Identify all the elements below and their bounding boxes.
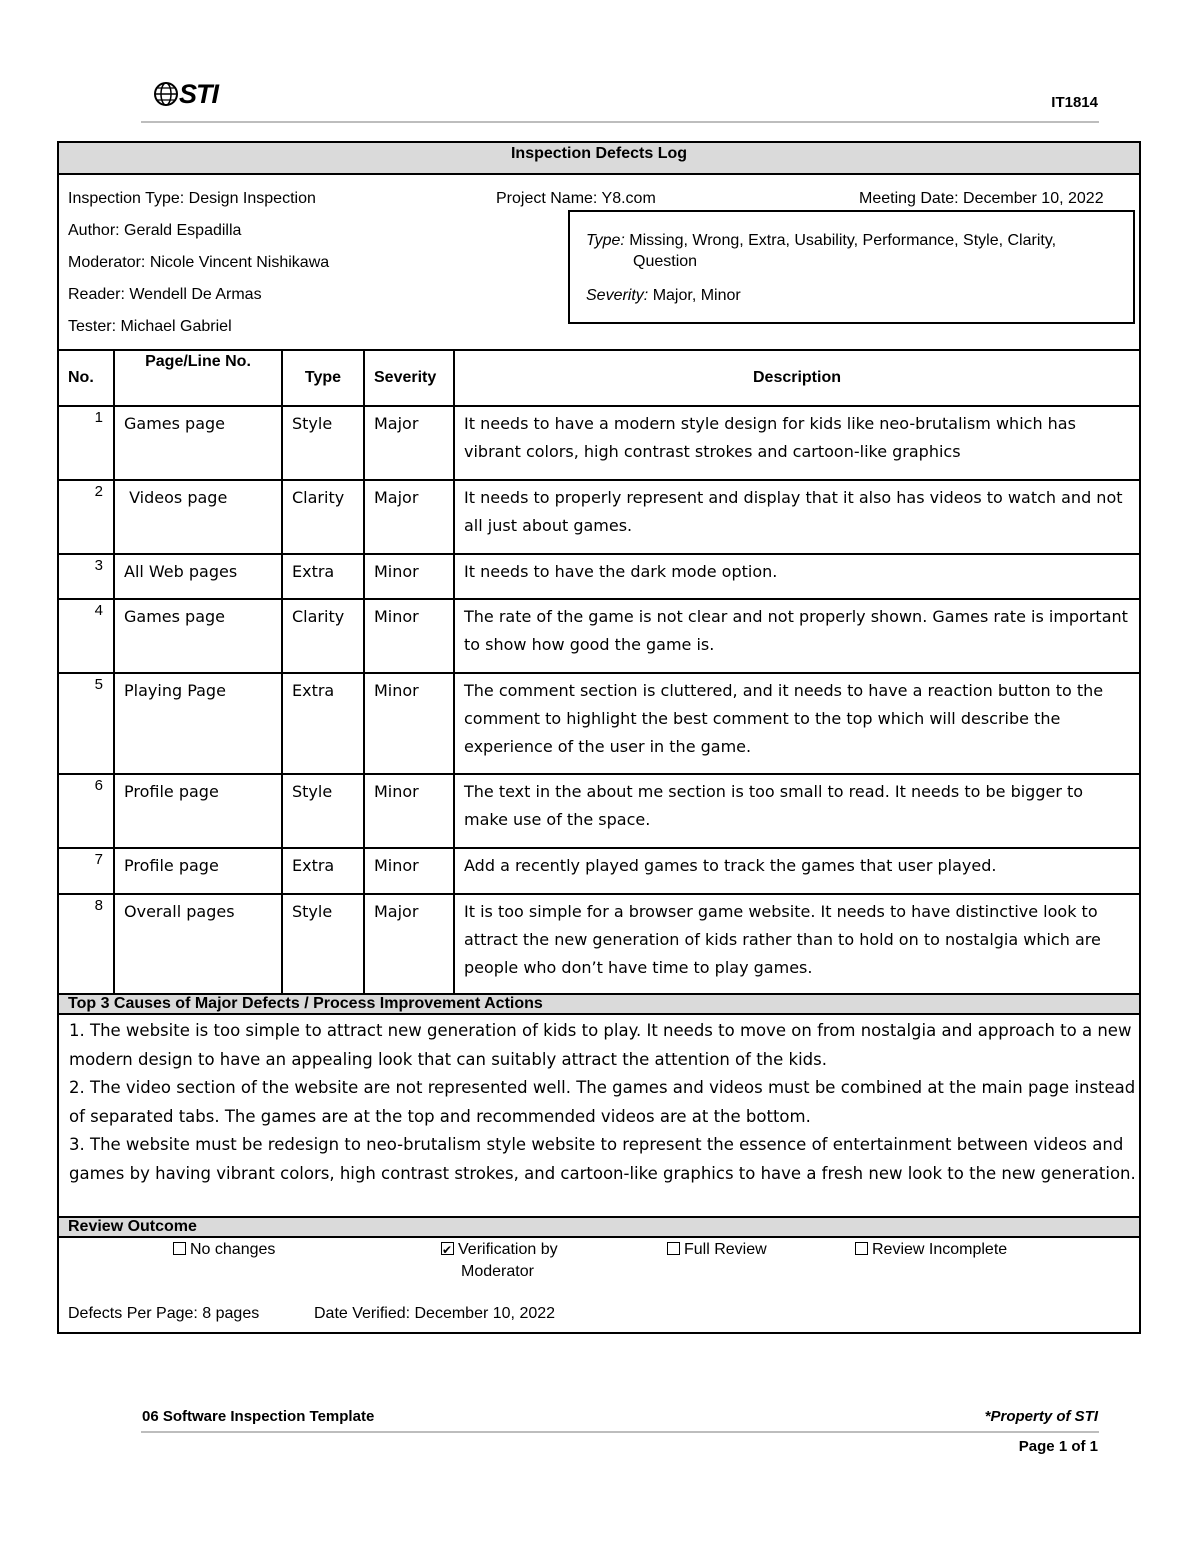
option-verification-label-cont: Moderator: [461, 1263, 534, 1280]
row-page: Games page: [114, 599, 282, 673]
option-review-incomplete-label: Review Incomplete: [872, 1241, 1008, 1258]
globe-icon: [153, 81, 179, 107]
row-type: Style: [282, 774, 364, 848]
table-row: [59, 554, 1139, 599]
row-page: Videos page: [114, 480, 282, 554]
legend-severity-label: Severity:: [586, 287, 649, 304]
outcome-title: Review Outcome: [59, 1216, 1139, 1238]
inspection-defects-log: [57, 141, 1141, 1334]
date-verified: Date Verified: December 10, 2022: [314, 1305, 556, 1322]
footer-divider: [141, 1431, 1099, 1433]
col-page: Page/Line No.: [114, 350, 282, 406]
legend-severity-values: Major, Minor: [652, 287, 741, 304]
checkbox-verification-checked[interactable]: [441, 1242, 454, 1255]
row-description: The rate of the game is not clear and not properly shown. Games rate is important to show how good the game is.: [454, 599, 1139, 673]
row-type: Extra: [282, 673, 364, 774]
option-review-incomplete[interactable]: [855, 1239, 1007, 1261]
row-no: 3: [59, 554, 114, 599]
row-description: It needs to properly represent and display that it also has videos to watch and not all just about games.: [454, 480, 1139, 554]
legend-box: [568, 210, 1135, 324]
row-description: The text in the about me section is too small to read. It needs to be bigger to make use of the space.: [454, 774, 1139, 848]
cause-item: 1. The website is too simple to attract new generation of kids to play. It needs to move on from nostalgia and approach to a new modern design to have an appealing look that can suitably attract the attention of the kids.: [69, 1021, 1132, 1069]
option-full-review-label: Full Review: [684, 1241, 767, 1258]
meeting-date: Meeting Date: December 10, 2022: [859, 190, 1104, 207]
legend-type-values-cont: Question: [633, 253, 698, 270]
table-row: [59, 894, 1139, 995]
option-no-changes-label: No changes: [190, 1241, 276, 1258]
table-row: [59, 774, 1139, 848]
causes-title: Top 3 Causes of Major Defects / Process Improvement Actions: [59, 993, 1139, 1015]
document-code: IT1814: [1051, 94, 1098, 111]
row-severity: Minor: [364, 774, 454, 848]
checkbox-review-incomplete[interactable]: [855, 1242, 868, 1255]
footer-title: 06 Software Inspection Template: [142, 1408, 375, 1425]
defects-per-page: Defects Per Page: 8 pages: [68, 1305, 260, 1322]
row-page: Overall pages: [114, 894, 282, 995]
row-description: Add a recently played games to track the games that user played.: [454, 848, 1139, 894]
row-type: Style: [282, 894, 364, 995]
option-full-review[interactable]: [667, 1239, 767, 1261]
option-no-changes[interactable]: [173, 1239, 275, 1261]
header-divider: [141, 121, 1099, 123]
row-no: 8: [59, 894, 114, 995]
row-description: It needs to have a modern style design for kids like neo-brutalism which has vibrant colors, high contrast strokes and cartoon-like graphics: [454, 406, 1139, 480]
checkbox-no-changes[interactable]: [173, 1242, 186, 1255]
footer-page-number: Page 1 of 1: [1018, 1438, 1098, 1455]
table-row: [59, 480, 1139, 554]
row-page: Games page: [114, 406, 282, 480]
row-no: 2: [59, 480, 114, 554]
logo-text: STI: [179, 78, 219, 109]
row-no: 5: [59, 673, 114, 774]
table-row: [59, 599, 1139, 673]
legend-severity: [586, 287, 741, 305]
row-type: Clarity: [282, 599, 364, 673]
col-description: Description: [454, 350, 1139, 406]
row-no: 4: [59, 599, 114, 673]
reader: Reader: Wendell De Armas: [68, 286, 262, 303]
row-page: Playing Page: [114, 673, 282, 774]
option-verification-label: Verification by: [458, 1241, 558, 1258]
row-severity: Minor: [364, 599, 454, 673]
legend-type-label: Type:: [586, 232, 625, 249]
moderator: Moderator: Nicole Vincent Nishikawa: [68, 254, 330, 271]
footer-property: *Property of STI: [984, 1408, 1098, 1425]
col-no: No.: [59, 350, 114, 406]
row-severity: Minor: [364, 554, 454, 599]
sti-logo: [153, 79, 218, 109]
checkbox-full-review[interactable]: [667, 1242, 680, 1255]
col-severity: Severity: [364, 350, 454, 406]
row-page: All Web pages: [114, 554, 282, 599]
tester: Tester: Michael Gabriel: [68, 318, 232, 335]
row-no: 1: [59, 406, 114, 480]
table-row: [59, 848, 1139, 894]
row-no: 7: [59, 848, 114, 894]
causes-list: [69, 1017, 1139, 1189]
project-name: Project Name: Y8.com: [496, 190, 656, 207]
row-description: It needs to have the dark mode option.: [454, 554, 1139, 599]
row-severity: Minor: [364, 673, 454, 774]
row-page: Profile page: [114, 848, 282, 894]
table-row: [59, 406, 1139, 480]
defects-table: [59, 349, 1139, 996]
row-page: Profile page: [114, 774, 282, 848]
row-type: Style: [282, 406, 364, 480]
row-type: Extra: [282, 848, 364, 894]
row-type: Extra: [282, 554, 364, 599]
row-description: The comment section is cluttered, and it needs to have a reaction button to the comment to highlight the best comment to the top which will describe the experience of the user in the game.: [454, 673, 1139, 774]
table-header-row: [59, 350, 1139, 406]
option-verification-by-moderator[interactable]: [441, 1239, 558, 1283]
row-severity: Major: [364, 406, 454, 480]
cause-item: 3. The website must be redesign to neo-brutalism style website to represent the essence of entertainment between videos and games by having vibrant colors, high contrast strokes, and cartoon-like graphics to have a fresh new look to the new generation.: [69, 1135, 1136, 1183]
row-no: 6: [59, 774, 114, 848]
row-severity: Major: [364, 894, 454, 995]
row-description: It is too simple for a browser game website. It needs to have distinctive look to attract the new generation of kids rather than to hold on to nostalgia which are people who don’t have time to play games.: [454, 894, 1139, 995]
col-type: Type: [282, 350, 364, 406]
log-title: Inspection Defects Log: [59, 143, 1139, 175]
row-type: Clarity: [282, 480, 364, 554]
legend-type-values: Missing, Wrong, Extra, Usability, Performance, Style, Clarity,: [629, 232, 1057, 249]
row-severity: Minor: [364, 848, 454, 894]
author: Author: Gerald Espadilla: [68, 222, 242, 239]
inspection-type: Inspection Type: Design Inspection: [68, 190, 316, 207]
legend-type: [586, 232, 1056, 250]
table-row: [59, 673, 1139, 774]
row-severity: Major: [364, 480, 454, 554]
cause-item: 2. The video section of the website are not represented well. The games and videos must be combined at the main page instead of separated tabs. The games are at the top and recommended videos are at the bottom.: [69, 1078, 1136, 1126]
